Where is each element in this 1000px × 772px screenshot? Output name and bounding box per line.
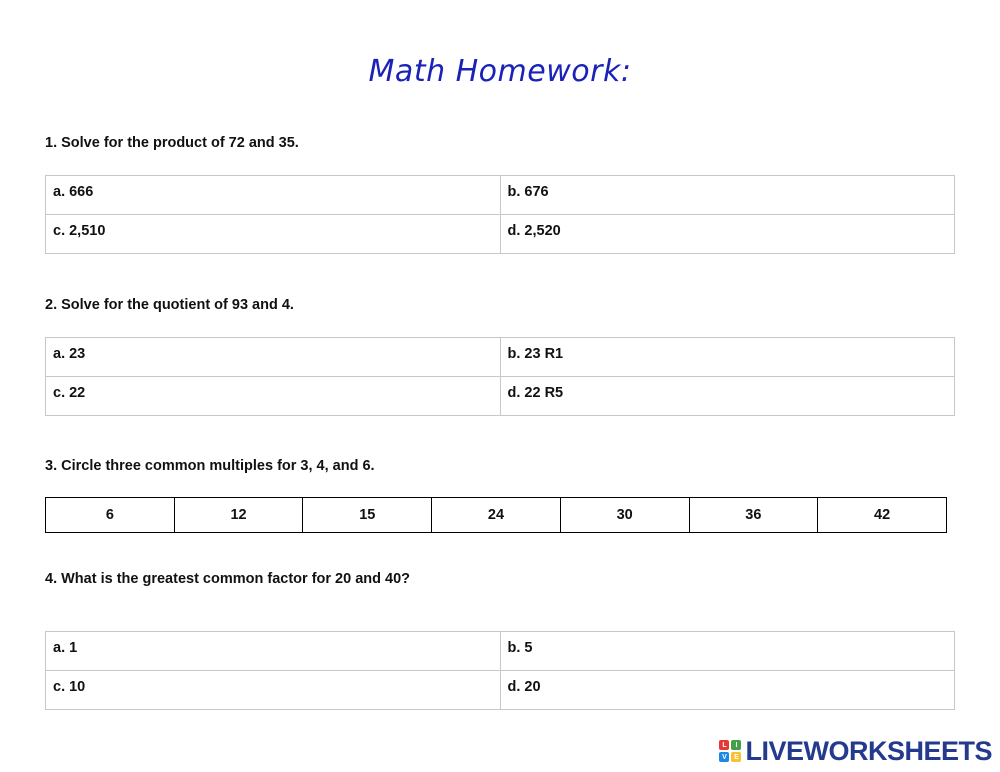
logo-block: I <box>731 740 741 750</box>
q1-choice-c[interactable]: c. 2,510 <box>46 215 501 254</box>
q4-choice-c[interactable]: c. 10 <box>46 671 501 710</box>
q3-option-36[interactable]: 36 <box>689 498 818 533</box>
logo-block: V <box>719 752 729 762</box>
q2-choice-a[interactable]: a. 23 <box>46 338 501 377</box>
q2-choice-c[interactable]: c. 22 <box>46 377 501 416</box>
question-4-choices <box>45 631 955 710</box>
question-1: 1. Solve for the product of 72 and 35. <box>45 135 299 151</box>
logo-block: L <box>719 740 729 750</box>
logo-blocks-icon <box>719 740 741 762</box>
q2-choice-b[interactable]: b. 23 R1 <box>500 338 955 377</box>
q1-choice-d[interactable]: d. 2,520 <box>500 215 955 254</box>
q3-option-15[interactable]: 15 <box>303 498 432 533</box>
logo-text: LIVEWORKSHEETS <box>745 735 992 766</box>
q4-choice-b[interactable]: b. 5 <box>500 632 955 671</box>
question-2: 2. Solve for the quotient of 93 and 4. <box>45 297 294 313</box>
q4-choice-a[interactable]: a. 1 <box>46 632 501 671</box>
liveworksheets-logo <box>719 736 992 766</box>
question-3-options <box>45 497 947 533</box>
q1-choice-b[interactable]: b. 676 <box>500 176 955 215</box>
question-1-choices <box>45 175 955 254</box>
question-4: 4. What is the greatest common factor for 20 and 40? <box>45 571 410 587</box>
question-3: 3. Circle three common multiples for 3, 4, and 6. <box>45 458 375 474</box>
q1-choice-a[interactable]: a. 666 <box>46 176 501 215</box>
q3-option-12[interactable]: 12 <box>174 498 303 533</box>
q4-choice-d[interactable]: d. 20 <box>500 671 955 710</box>
worksheet-title: Math Homework: <box>368 54 632 89</box>
q3-option-6[interactable]: 6 <box>46 498 175 533</box>
question-2-choices <box>45 337 955 416</box>
q3-option-42[interactable]: 42 <box>818 498 947 533</box>
q2-choice-d[interactable]: d. 22 R5 <box>500 377 955 416</box>
q3-option-24[interactable]: 24 <box>432 498 561 533</box>
logo-block: E <box>731 752 741 762</box>
q3-option-30[interactable]: 30 <box>560 498 689 533</box>
